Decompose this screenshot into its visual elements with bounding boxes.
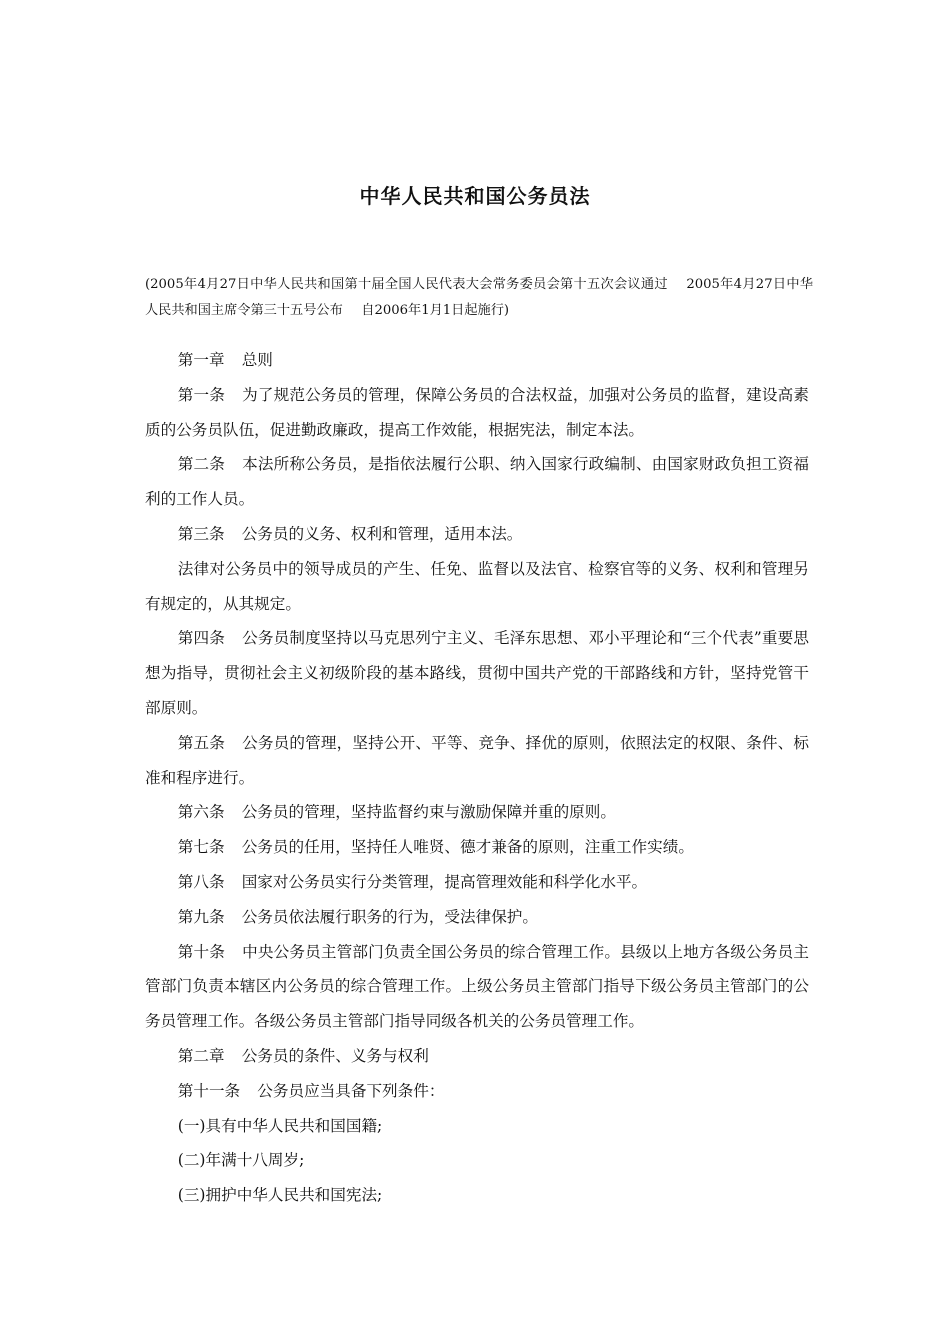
list-item-text: (三)拥护中华人民共和国宪法; — [177, 1186, 383, 1205]
article-paragraph — [145, 795, 809, 830]
article-text: 公务员制度坚持以马克思列宁主义、毛泽东思想、邓小平理论和“三个代表”重要思想为指导，贯彻社会主义初级阶段的基本路线，贯彻中国共产党的干部路线和方针，坚持党管干部原则。 — [145, 629, 809, 717]
article-label: 第五条 — [177, 733, 225, 752]
article-paragraph — [145, 552, 809, 622]
chapter-label: 第一章 — [177, 351, 225, 369]
article-text: 公务员的管理，坚持监督约束与激励保障并重的原则。 — [241, 803, 616, 822]
article-text: 法律对公务员中的领导成员的产生、任免、监督以及法官、检察官等的义务、权利和管理另有规定的，从其规定。 — [145, 559, 809, 613]
article-label: 第九条 — [177, 907, 225, 926]
article-paragraph — [145, 900, 809, 935]
article-text: 国家对公务员实行分类管理，提高管理效能和科学化水平。 — [241, 872, 648, 891]
article-label: 第十一条 — [177, 1081, 241, 1100]
article-text: 公务员应当具备下列条件： — [257, 1081, 445, 1100]
article-paragraph — [145, 378, 809, 448]
chapter-title: 总则 — [241, 351, 273, 369]
enactment-note-effective: 自2006年1月1日起施行) — [361, 303, 510, 318]
article-text: 公务员的义务、权利和管理，适用本法。 — [241, 524, 523, 543]
article-text: 中央公务员主管部门负责全国公务员的综合管理工作。县级以上地方各级公务员主管部门负责本辖区内公务员的综合管理工作。上级公务员主管部门指导下级公务员主管部门的公务员管理工作。各级公务员主管部门指导同级各机关的公务员管理工作。 — [145, 942, 809, 1031]
article-paragraph — [145, 935, 809, 1039]
list-item — [145, 1178, 809, 1213]
list-item — [145, 1143, 809, 1178]
chapter-title: 公务员的条件、义务与权利 — [241, 1046, 429, 1065]
enactment-note-promulgated: 2005年4月27日中华人民共和国主席令第三十五号公布 — [145, 277, 814, 318]
list-item-text: (一)具有中华人民共和国国籍; — [177, 1116, 383, 1135]
chapter-heading — [145, 1039, 809, 1074]
enactment-note — [145, 272, 813, 324]
article-label: 第七条 — [177, 838, 225, 857]
article-label: 第十条 — [177, 942, 225, 961]
article-text: 为了规范公务员的管理，保障公务员的合法权益，加强对公务员的监督，建设高素质的公务员队伍，促进勤政廉政，提高工作效能，根据宪法，制定本法。 — [145, 385, 809, 439]
article-label: 第六条 — [177, 803, 225, 822]
list-item-text: (二)年满十八周岁; — [177, 1151, 305, 1170]
law-body — [145, 343, 809, 1213]
article-label: 第二条 — [177, 455, 225, 474]
article-paragraph — [145, 447, 809, 517]
article-text: 公务员的任用，坚持任人唯贤、德才兼备的原则，注重工作实绩。 — [241, 838, 694, 857]
document-title: 中华人民共和国公务员法 — [359, 184, 591, 208]
enactment-note-adopted: (2005年4月27日中华人民共和国第十届全国人民代表大会常务委员会第十五次会议通过 — [145, 277, 668, 292]
chapter-heading — [145, 343, 809, 378]
article-text: 公务员的管理，坚持公开、平等、竞争、择优的原则，依照法定的权限、条件、标准和程序进行。 — [145, 733, 809, 787]
article-text: 公务员依法履行职务的行为，受法律保护。 — [241, 907, 538, 926]
article-label: 第三条 — [177, 524, 225, 543]
article-paragraph — [145, 1074, 809, 1109]
article-label: 第一条 — [177, 385, 225, 404]
list-item — [145, 1109, 809, 1144]
article-paragraph — [145, 830, 809, 865]
article-paragraph — [145, 865, 809, 900]
article-label: 第四条 — [177, 629, 225, 648]
article-paragraph — [145, 726, 809, 796]
article-paragraph — [145, 517, 809, 552]
article-text: 本法所称公务员，是指依法履行公职、纳入国家行政编制、由国家财政负担工资福利的工作人员。 — [145, 455, 809, 509]
chapter-label: 第二章 — [177, 1046, 225, 1065]
article-paragraph — [145, 621, 809, 725]
article-label: 第八条 — [177, 872, 225, 891]
